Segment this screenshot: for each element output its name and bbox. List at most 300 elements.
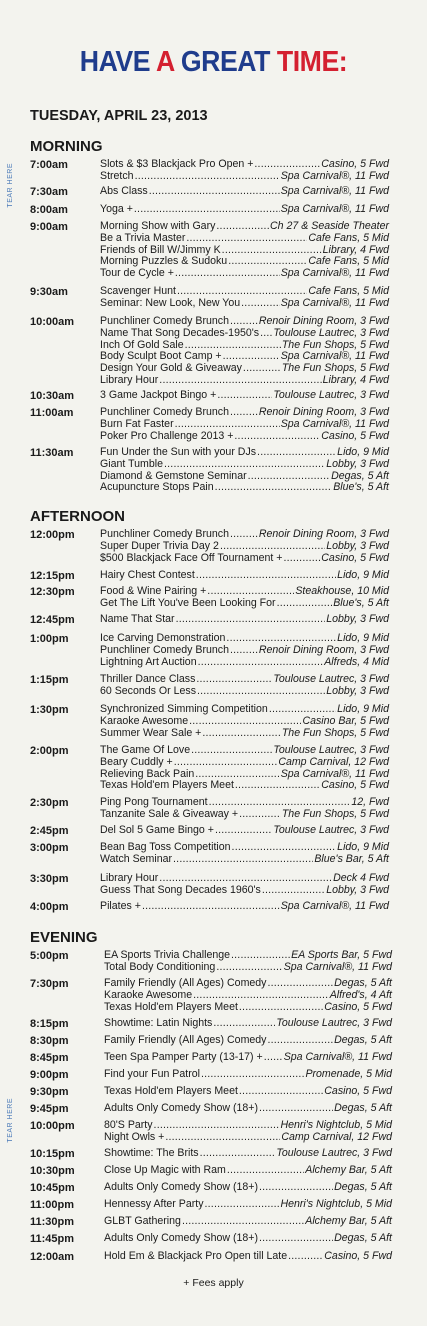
headline-a: A — [156, 46, 181, 78]
dot-leader — [259, 1233, 333, 1245]
event-list — [104, 1052, 392, 1064]
event-location: Renoir Dining Room, 3 Fwd — [258, 643, 389, 656]
event-item — [100, 431, 389, 443]
event-item — [104, 1148, 392, 1160]
event-name: Name That Song Decades-1950's — [100, 326, 260, 339]
event-name: Close Up Magic with Ram — [104, 1164, 226, 1176]
event-location: Blue's Bar, 5 Aft — [314, 852, 389, 865]
event-name: Punchliner Comedy Brunch — [100, 406, 229, 418]
event-time: 10:00am — [30, 316, 75, 328]
event-location: Cafe Fans, 5 Mid — [308, 285, 389, 297]
event-name: Total Body Conditioning — [104, 960, 216, 973]
event-time: 11:00pm — [30, 1199, 75, 1211]
event-location: Alchemy Bar, 5 Aft — [305, 1215, 392, 1227]
event-time: 12:00pm — [30, 529, 75, 541]
event-time: 3:00pm — [30, 842, 69, 854]
dot-leader — [198, 657, 324, 669]
event-name: Adults Only Comedy Show (18+) — [104, 1102, 258, 1114]
event-name: Thriller Dance Class — [100, 673, 196, 685]
event-item — [100, 390, 389, 402]
event-item — [104, 1182, 392, 1194]
headline — [17, 46, 410, 79]
dot-leader — [239, 1002, 323, 1014]
event-time: 9:30pm — [30, 1086, 69, 1098]
dot-leader — [213, 1018, 275, 1030]
event-list — [100, 390, 389, 402]
event-location: Casino, 5 Fwd — [321, 551, 389, 564]
dot-leader — [197, 686, 325, 698]
event-item — [100, 204, 389, 216]
event-location: Toulouse Lautrec, 3 Fwd — [273, 744, 389, 756]
event-location: Spa Carnival®, 11 Fwd — [280, 185, 389, 197]
event-name: Burn Fat Faster — [100, 417, 174, 430]
tear-here-label-bottom: TEAR HERE — [7, 1098, 14, 1143]
dot-leader — [154, 1120, 280, 1132]
dot-leader — [234, 431, 320, 443]
event-location: Degas, 5 Aft — [334, 1181, 392, 1193]
event-time: 10:15pm — [30, 1148, 75, 1160]
event-item — [104, 1132, 392, 1144]
dot-leader — [134, 204, 280, 216]
event-location: 12, Fwd — [351, 796, 389, 808]
event-item — [100, 854, 389, 866]
event-time: 5:00pm — [30, 950, 69, 962]
dot-leader — [241, 298, 280, 310]
event-list — [100, 674, 389, 698]
dot-leader — [239, 809, 281, 821]
event-name: Super Duper Trivia Day 2 — [100, 539, 219, 552]
dot-leader — [215, 482, 333, 494]
event-list — [100, 316, 389, 387]
event-time: 12:45pm — [30, 614, 75, 626]
event-name: Ping Pong Tournament — [100, 796, 208, 808]
event-item — [104, 1069, 392, 1081]
event-location: Renoir Dining Room, 3 Fwd — [258, 528, 389, 540]
dot-leader — [230, 529, 258, 541]
event-location: Promenade, 5 Mid — [305, 1068, 392, 1080]
dot-leader — [165, 1132, 280, 1144]
event-name: Acupuncture Stops Pain — [100, 481, 214, 494]
event-list — [104, 1165, 392, 1177]
event-time: 8:00am — [30, 204, 68, 216]
event-location: Spa Carnival®, 11 Fwd — [280, 203, 389, 215]
event-location: Lido, 9 Mid — [337, 632, 389, 644]
dot-leader — [176, 614, 326, 626]
event-list — [100, 586, 389, 610]
event-item — [100, 570, 389, 582]
event-location: Toulouse Lautrec, 3 Fwd — [273, 389, 389, 401]
event-name: Giant Tumble — [100, 457, 164, 470]
event-time: 1:15pm — [30, 674, 69, 686]
event-name: 80'S Party — [104, 1119, 153, 1131]
event-location: Library, 4 Fwd — [322, 243, 389, 256]
dot-leader — [217, 390, 272, 402]
event-location: Casino, 5 Fwd — [324, 1000, 392, 1013]
dot-leader — [175, 268, 280, 280]
event-location: Degas, 5 Aft — [334, 1102, 392, 1114]
event-list — [104, 1035, 392, 1047]
event-time: 4:00pm — [30, 901, 69, 913]
event-list — [104, 1086, 392, 1098]
dot-leader — [186, 233, 307, 245]
event-location: Spa Carnival®, 11 Fwd — [280, 169, 389, 182]
event-location: Alfred's, 4 Aft — [329, 988, 392, 1001]
event-item — [100, 645, 389, 657]
event-name: Texas Hold'em Players Meet — [100, 779, 234, 792]
event-location: Lobby, 3 Fwd — [326, 684, 389, 697]
event-item — [104, 1052, 392, 1064]
event-name: Lightning Art Auction — [100, 655, 197, 668]
event-time: 11:30am — [30, 447, 74, 459]
dot-leader — [288, 1251, 323, 1263]
event-location: Henri's Nightclub, 5 Mid — [280, 1119, 392, 1131]
event-name: Watch Seminar — [100, 852, 173, 865]
event-item — [100, 459, 389, 471]
event-name: Inch Of Gold Sale — [100, 338, 184, 351]
dot-leader — [259, 1103, 333, 1115]
event-time: 9:45pm — [30, 1103, 69, 1115]
section-title-morning: MORNING — [30, 138, 103, 155]
event-name: Body Sculpt Boot Camp + — [100, 350, 222, 363]
dot-leader — [193, 990, 329, 1002]
event-item — [100, 686, 389, 698]
event-time: 7:00am — [30, 159, 68, 171]
event-location: Lido, 9 Mid — [337, 841, 389, 853]
event-location: Renoir Dining Room, 3 Fwd — [258, 315, 389, 327]
event-location: Deck 4 Fwd — [333, 872, 389, 884]
event-list — [104, 1018, 392, 1030]
event-item — [100, 171, 389, 183]
event-time: 7:30pm — [30, 978, 69, 990]
dot-leader — [201, 1069, 304, 1081]
event-name: Tanzanite Sale & Giveaway + — [100, 807, 239, 820]
event-location: Blue's, 5 Aft — [333, 596, 389, 609]
dot-leader — [202, 728, 280, 740]
event-name: Bean Bag Toss Competition — [100, 841, 231, 853]
event-item — [104, 1035, 392, 1047]
event-list — [100, 407, 389, 442]
event-item — [104, 1165, 392, 1177]
event-list — [104, 1148, 392, 1160]
dot-leader — [220, 541, 325, 553]
event-location: Spa Carnival®, 11 Fwd — [280, 267, 389, 280]
event-location: Spa Carnival®, 11 Fwd — [280, 900, 389, 912]
event-name: Tour de Cycle + — [100, 267, 174, 280]
event-item — [100, 298, 389, 310]
event-list — [100, 221, 389, 280]
event-name: Morning Show with Gary — [100, 220, 216, 232]
event-name: Summer Wear Sale + — [100, 726, 202, 739]
event-name: $500 Blackjack Face Off Tournament + — [100, 551, 283, 564]
event-list — [104, 1182, 392, 1194]
dot-leader — [182, 1216, 304, 1228]
event-name: Synchronized Simming Competition — [100, 703, 268, 715]
event-item — [100, 716, 389, 728]
event-name: Punchliner Comedy Brunch — [100, 528, 229, 540]
event-list — [100, 901, 389, 913]
event-list — [100, 633, 389, 668]
event-name: Del Sol 5 Game Bingo + — [100, 824, 214, 836]
event-location: Casino, 5 Fwd — [324, 1085, 392, 1097]
event-list — [100, 529, 389, 564]
event-item — [100, 482, 389, 494]
event-time: 9:30am — [30, 286, 68, 298]
event-list — [104, 950, 392, 974]
event-name: Pilates + — [100, 900, 141, 912]
dot-leader — [191, 745, 272, 757]
dot-leader — [216, 962, 282, 974]
event-time: 2:00pm — [30, 745, 69, 757]
event-item — [104, 990, 392, 1002]
event-time: 10:30pm — [30, 1165, 75, 1177]
event-list — [104, 1251, 392, 1263]
event-name: 3 Game Jackpot Bingo + — [100, 389, 217, 401]
event-item — [104, 1018, 392, 1030]
event-name: EA Sports Trivia Challenge — [104, 949, 231, 961]
event-item — [100, 614, 389, 626]
dot-leader — [231, 950, 290, 962]
event-name: Karaoke Awesome — [104, 988, 193, 1001]
dot-leader — [205, 1199, 280, 1211]
event-name: Be a Trivia Master — [100, 231, 186, 244]
event-time: 3:30pm — [30, 873, 69, 885]
event-location: Lobby, 3 Fwd — [326, 883, 389, 896]
event-name: Hold Em & Blackjack Pro Open till Late — [104, 1250, 288, 1262]
event-name: Stretch — [100, 169, 134, 182]
event-list — [100, 570, 389, 582]
dot-leader — [196, 570, 336, 582]
event-name: Slots & $3 Blackjack Pro Open + — [100, 158, 254, 170]
event-name: Name That Star — [100, 613, 175, 625]
event-name: Showtime: The Brits — [104, 1147, 199, 1159]
event-time: 2:30pm — [30, 797, 69, 809]
event-location: Toulouse Lautrec, 3 Fwd — [273, 673, 389, 685]
event-item — [104, 1233, 392, 1245]
event-location: The Fun Shops, 5 Fwd — [281, 338, 389, 351]
dot-leader — [239, 1086, 323, 1098]
event-time: 8:15pm — [30, 1018, 69, 1030]
event-time: 1:00pm — [30, 633, 69, 645]
dot-leader — [216, 221, 269, 233]
event-name: Teen Spa Pamper Party (13-17) + — [104, 1051, 263, 1063]
headline-have: HAVE — [79, 46, 157, 78]
event-list — [100, 159, 389, 183]
event-name: Punchliner Comedy Brunch — [100, 315, 229, 327]
event-name: Beary Cuddly + — [100, 755, 173, 768]
event-item — [100, 186, 389, 198]
dot-leader — [164, 459, 325, 471]
event-location: Lobby, 3 Fwd — [326, 457, 389, 470]
event-item — [100, 541, 389, 553]
event-name: Hairy Chest Contest — [100, 569, 195, 581]
event-location: Spa Carnival®, 11 Fwd — [283, 1051, 392, 1063]
event-time: 11:45pm — [30, 1233, 75, 1245]
event-name: Library Hour — [100, 373, 159, 386]
event-name: Design Your Gold & Giveaway — [100, 362, 242, 375]
event-name: Get The Lift You've Been Looking For — [100, 596, 276, 609]
event-location: EA Sports Bar, 5 Fwd — [291, 949, 392, 961]
event-location: Toulouse Lautrec, 3 Fwd — [276, 1147, 392, 1159]
event-time: 1:30pm — [30, 704, 69, 716]
event-location: Ch 27 & Seaside Theater — [270, 220, 389, 232]
event-item — [104, 962, 392, 974]
event-item — [100, 901, 389, 913]
dot-leader — [227, 1165, 304, 1177]
event-name: Texas Hold'em Players Meet — [104, 1085, 238, 1097]
event-list — [100, 204, 389, 216]
event-time: 2:45pm — [30, 825, 69, 837]
event-name: Family Friendly (All Ages) Comedy — [104, 1034, 267, 1046]
dot-leader — [264, 1052, 283, 1064]
dot-leader — [215, 825, 272, 837]
event-name: Texas Hold'em Players Meet — [104, 1000, 238, 1013]
event-name: Find your Fun Patrol — [104, 1068, 200, 1080]
event-location: Lido, 9 Mid — [337, 703, 389, 715]
dot-leader — [267, 978, 333, 990]
dot-leader — [222, 245, 322, 257]
event-item — [100, 328, 389, 340]
event-list — [100, 447, 389, 494]
event-list — [104, 1069, 392, 1081]
headline-great: GREAT — [180, 46, 277, 78]
event-time: 9:00pm — [30, 1069, 69, 1081]
dot-leader — [257, 447, 336, 459]
event-item — [104, 1216, 392, 1228]
event-item — [100, 825, 389, 837]
event-location: The Fun Shops, 5 Fwd — [281, 362, 389, 375]
event-location: Renoir Dining Room, 3 Fwd — [258, 406, 389, 418]
event-list — [104, 978, 392, 1013]
dot-leader — [196, 674, 272, 686]
event-time: 10:30am — [30, 390, 75, 402]
event-location: Casino, 5 Fwd — [321, 779, 389, 792]
event-name: Food & Wine Pairing + — [100, 585, 207, 597]
tear-here-label-top: TEAR HERE — [7, 163, 14, 208]
event-name: Guess That Song Decades 1960's — [100, 883, 261, 896]
event-time: 8:30pm — [30, 1035, 69, 1047]
event-name: Ice Carving Demonstration — [100, 632, 226, 644]
event-location: Spa Carnival®, 11 Fwd — [283, 960, 392, 973]
dot-leader — [260, 328, 272, 340]
event-name: Showtime: Latin Nights — [104, 1017, 213, 1029]
event-name: Morning Puzzles & Sudoku — [100, 255, 228, 268]
event-name: Adults Only Comedy Show (18+) — [104, 1232, 258, 1244]
dot-leader — [283, 553, 320, 565]
event-time: 10:45pm — [30, 1182, 75, 1194]
event-name: Diamond & Gemstone Seminar — [100, 469, 247, 482]
event-list — [100, 842, 389, 866]
dot-leader — [267, 1035, 333, 1047]
event-item — [104, 1103, 392, 1115]
event-item — [100, 757, 389, 769]
event-list — [100, 186, 389, 198]
dot-leader — [159, 375, 321, 387]
fees-note: + Fees apply — [183, 1277, 244, 1289]
event-list — [100, 704, 389, 739]
event-name: Seminar: New Look, New You — [100, 296, 241, 309]
event-item — [100, 885, 389, 897]
dot-leader — [142, 901, 280, 913]
event-list — [100, 286, 389, 310]
dot-leader — [235, 780, 320, 792]
event-name: GLBT Gathering — [104, 1215, 181, 1227]
event-time: 11:30pm — [30, 1216, 75, 1228]
event-name: Scavenger Hunt — [100, 285, 176, 297]
event-name: Hennessy After Party — [104, 1198, 204, 1210]
event-location: Degas, 5 Aft — [331, 469, 389, 482]
event-location: Spa Carnival®, 11 Fwd — [280, 767, 389, 780]
event-location: Casino, 5 Fwd — [321, 429, 389, 442]
event-location: Blue's, 5 Aft — [333, 481, 389, 494]
event-location: Camp Carnival, 12 Fwd — [281, 1130, 392, 1143]
event-location: Toulouse Lautrec, 3 Fwd — [273, 824, 389, 836]
event-item — [100, 809, 389, 821]
dot-leader — [248, 471, 330, 483]
section-title-afternoon: AFTERNOON — [30, 508, 125, 525]
event-location: Spa Carnival®, 11 Fwd — [280, 296, 389, 309]
dot-leader — [189, 716, 301, 728]
event-item — [100, 268, 389, 280]
dot-leader — [277, 598, 333, 610]
event-name: Punchliner Comedy Brunch — [100, 643, 229, 656]
event-time: 12:00am — [30, 1251, 75, 1263]
event-time: 10:00pm — [30, 1120, 75, 1132]
event-name: Library Hour — [100, 872, 159, 884]
event-list — [100, 873, 389, 897]
event-time: 7:30am — [30, 186, 68, 198]
dot-leader — [243, 363, 281, 375]
event-location: Spa Carnival®, 11 Fwd — [280, 417, 389, 430]
event-item — [100, 598, 389, 610]
event-item — [104, 1251, 392, 1263]
event-name: 60 Seconds Or Less — [100, 684, 196, 697]
event-location: Alfreds, 4 Mid — [324, 655, 389, 668]
event-item — [104, 1199, 392, 1211]
event-location: Degas, 5 Aft — [334, 1232, 392, 1244]
event-item — [100, 375, 389, 387]
event-name: Yoga + — [100, 203, 133, 215]
event-location: Alchemy Bar, 5 Aft — [305, 1164, 392, 1176]
event-location: The Fun Shops, 5 Fwd — [281, 807, 389, 820]
dot-leader — [230, 407, 258, 419]
event-location: Casino, 5 Fwd — [321, 158, 389, 170]
event-item — [100, 553, 389, 565]
event-location: Library, 4 Fwd — [322, 373, 389, 386]
dot-leader — [259, 1182, 333, 1194]
dot-leader — [173, 854, 313, 866]
event-time: 8:45pm — [30, 1052, 69, 1064]
schedule-date: TUESDAY, APRIL 23, 2013 — [30, 108, 208, 124]
event-item — [100, 657, 389, 669]
event-list — [104, 1103, 392, 1115]
dot-leader — [149, 186, 280, 198]
event-location: Toulouse Lautrec, 3 Fwd — [276, 1017, 392, 1029]
event-location: Degas, 5 Aft — [334, 1034, 392, 1046]
event-list — [104, 1233, 392, 1245]
event-location: Lobby, 3 Fwd — [326, 613, 389, 625]
headline-time: TIME: — [276, 46, 348, 78]
event-location: Cafe Fans, 5 Mid — [308, 255, 389, 268]
event-location: Camp Carnival, 12 Fwd — [278, 755, 389, 768]
dot-leader — [230, 645, 258, 657]
event-location: Degas, 5 Aft — [334, 977, 392, 989]
event-location: Casino Bar, 5 Fwd — [302, 714, 389, 727]
section-title-evening: EVENING — [30, 929, 98, 946]
event-location: Spa Carnival®, 11 Fwd — [280, 350, 389, 363]
event-item — [104, 1086, 392, 1098]
dot-leader — [200, 1148, 276, 1160]
event-list — [104, 1216, 392, 1228]
